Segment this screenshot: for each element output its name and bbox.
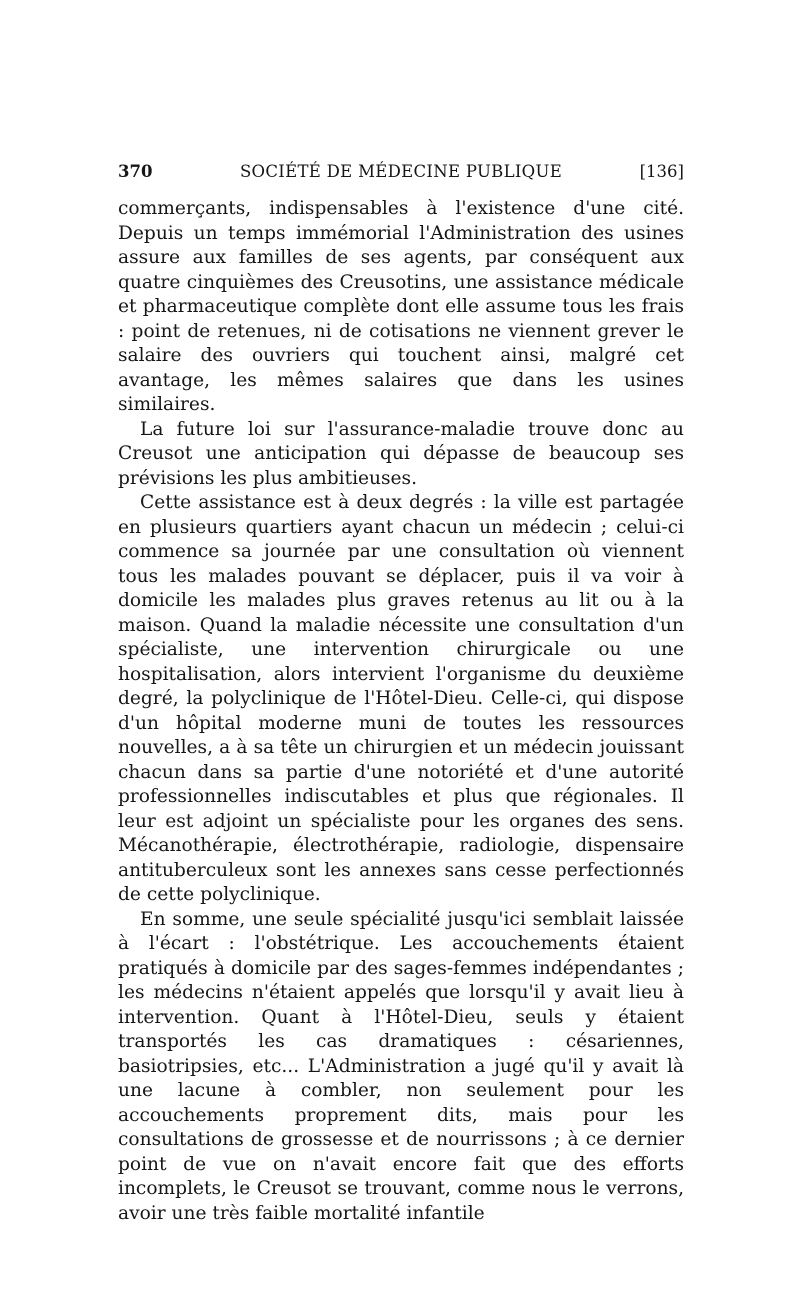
bracketed-page-number: [136] bbox=[639, 162, 684, 181]
paragraph-assurance-maladie: La future loi sur l'assurance-maladie trouve donc au Creusot une anticipation qui dépasse de beaucoup ses prévisions les plus ambitieuses. bbox=[118, 418, 684, 489]
running-head bbox=[118, 160, 684, 184]
running-title: SOCIÉTÉ DE MÉDECINE PUBLIQUE bbox=[239, 162, 563, 181]
paragraph-assistance-degres: Cette assistance est à deux degrés : la ville est partagée en plusieurs quartiers ayant chacun un médecin ; celui-ci commence sa journée par une consultation où viennent tous les malades pouvant se déplacer, puis il va voir à domicile les malades plus graves retenus au lit ou à la maison. Quand la maladie nécessite une consultation d'un spécialiste, une intervention chirurgicale ou une hospitalisation, alors intervient l'organisme du deuxième degré, la polyclinique de l'Hôtel-Dieu. Celle-ci, qui dispose d'un hôpital moderne muni de toutes les ressources nouvelles, a à sa tête un chirurgien et un médecin jouissant chacun dans sa partie d'une notoriété et d'une autorité professionnelles indiscutables et plus que régionales. Il leur est adjoint un spécialiste pour les organes des sens. Mécanothérapie, électrothérapie, radiologie, dispensaire antituberculeux sont les annexes sans cesse perfectionnés de cette polyclinique. bbox=[118, 492, 684, 905]
page-number: 370 bbox=[118, 162, 153, 181]
paragraph-obstetrique: En somme, une seule spécialité jusqu'ici semblait laissée à l'écart : l'obstétrique. Les accouchements étaient pratiqués à domicile par des sages-femmes indépendantes ; les médecins n'étaient appelés que lorsqu'il y avait lieu à intervention. Quant à l'Hôtel-Dieu, seuls y étaient transportés les cas dramatiques : césariennes, basiotripsies, etc... L'Administration a jugé qu'il y avait là une lacune à combler, non seulement pour les accouchements proprement dits, mais pour les consultations de grossesse et de nourrissons ; à ce dernier point de vue on n'avait encore fait que des efforts incomplets, le Creusot se trouvant, comme nous le verrons, avoir une très faible mortalité infantile bbox=[118, 908, 684, 1224]
paragraph-continuation: commerçants, indispensables à l'existence d'une cité. Depuis un temps immémorial l'Administration des usines assure aux familles de ses agents, par conséquent aux quatre cinquièmes des Creusotins, une assistance médicale et pharmaceutique complète dont elle assume tous les frais : point de retenues, ni de cotisations ne viennent grever le salaire des ouvriers qui touchent ainsi, malgré cet avantage, les mêmes salaires que dans les usines similaires. bbox=[118, 198, 684, 415]
body-text bbox=[118, 197, 684, 1226]
